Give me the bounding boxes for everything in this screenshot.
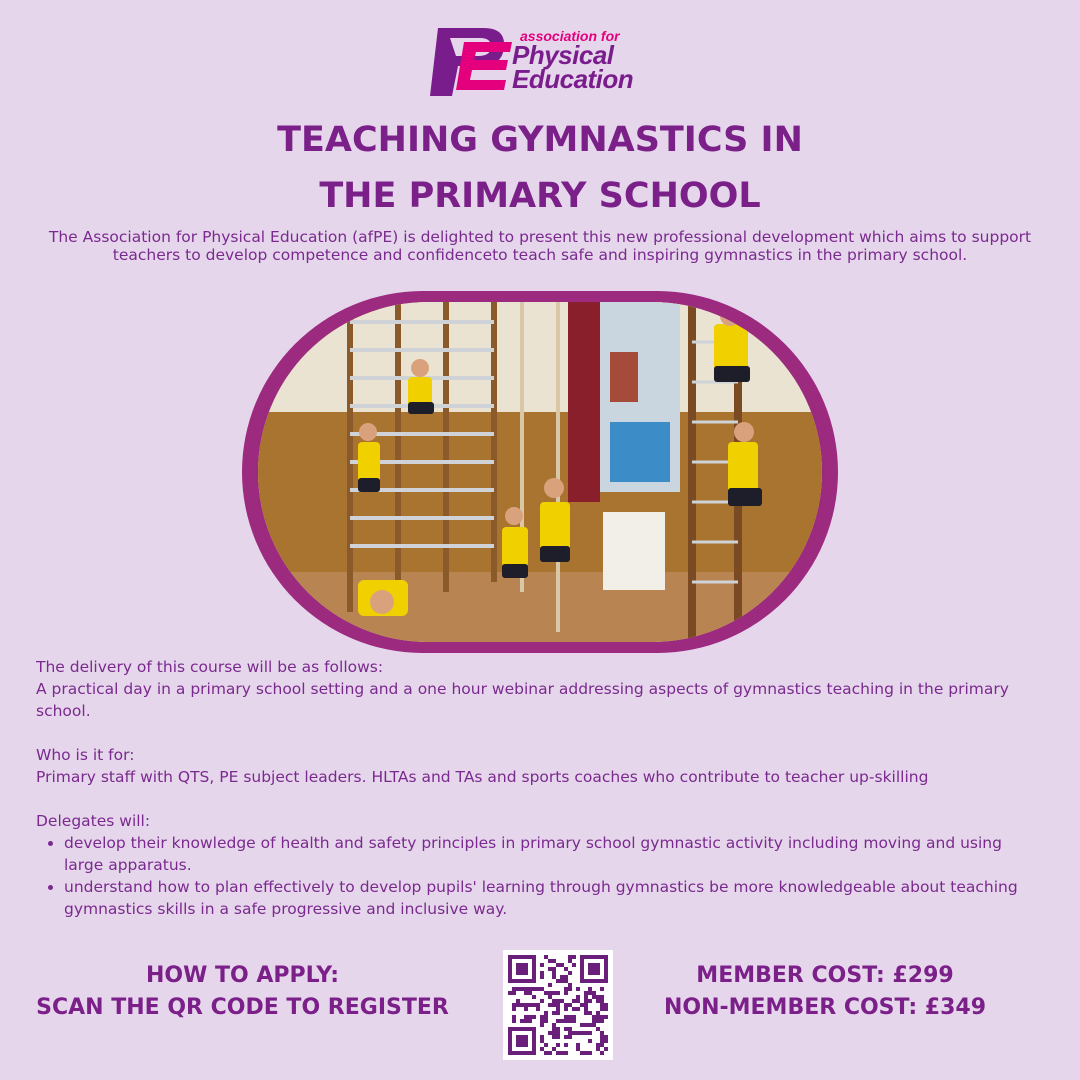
apply-instruction: SCAN THE QR CODE TO REGISTER [36,995,449,1020]
list-item: • understand how to plan effectively to develop pupils' learning through gymnastics be more knowledgeable about teaching gymnastics skills in a safe progressive and inclusive way. [64,876,1046,920]
non-member-cost: NON-MEMBER COST: £349 [663,995,987,1020]
qr-code[interactable] [503,950,613,1060]
cost-info [640,960,1010,1024]
how-to-apply [20,960,465,1024]
qr-code-icon [503,950,613,1060]
photo-frame [242,291,838,653]
course-details [36,656,1046,920]
delegates-heading: Delegates will: [36,812,151,830]
logo-text-physical: Physical [512,40,614,70]
delivery-text: A practical day in a primary school setting and a one hour webinar addressing aspects of gymnastics teaching in the primary school. [36,680,1009,720]
delivery-heading: The delivery of this course will be as follows: [36,658,384,676]
list-item: • develop their knowledge of health and safety principles in primary school gymnastic activity including moving and using large apparatus. [64,832,1046,876]
logo-text-education: Education [512,64,634,94]
photo-illustration [258,302,822,642]
member-cost: MEMBER COST: £299 [696,963,954,988]
title-line-1: TEACHING GYMNASTICS IN [277,120,803,160]
page-title [0,112,1080,224]
afpe-logo [424,22,664,100]
title-line-2: THE PRIMARY SCHOOL [319,176,761,216]
intro-paragraph: The Association for Physical Education (afPE) is delighted to present this new professional development which aims to support teachers to develop competence and confidenceto teach safe and inspiring gymnastics in the primary school. [48,228,1032,264]
audience-text: Primary staff with QTS, PE subject leaders. HLTAs and TAs and sports coaches who contribute to teacher up-skilling [36,768,929,786]
afpe-logo-icon [424,22,516,100]
logo-text-association: association for [520,28,620,44]
gymnastics-hall-photo [258,302,822,642]
audience-heading: Who is it for: [36,746,135,764]
delegates-list [36,832,1046,920]
apply-heading: HOW TO APPLY: [145,963,340,988]
